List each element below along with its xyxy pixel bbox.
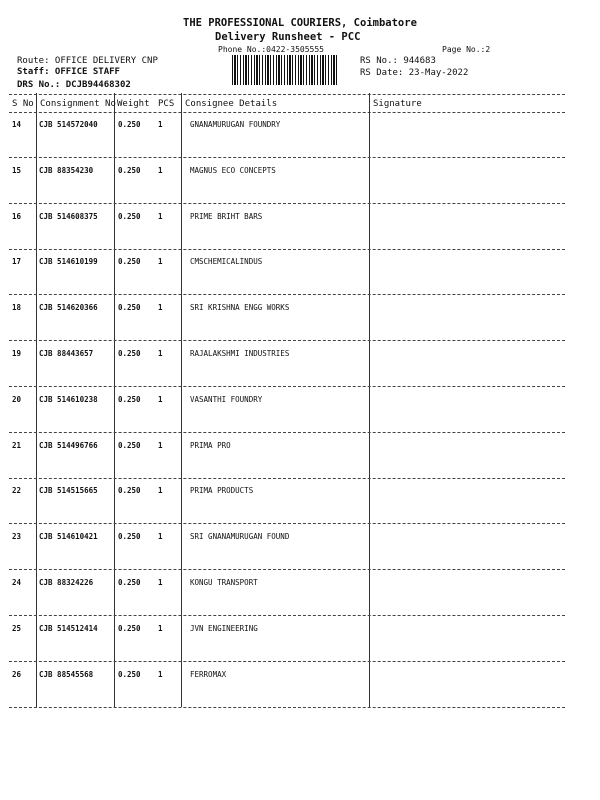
cell-weight: 0.250 — [118, 349, 141, 358]
col-header-pcs: PCS — [158, 99, 175, 109]
row-divider — [9, 707, 565, 708]
cell-consignment: CJB 514610199 — [39, 257, 98, 267]
cell-consignment: CJB 514572040 — [39, 120, 98, 129]
signature-cell[interactable] — [373, 349, 563, 379]
signature-cell[interactable] — [373, 395, 563, 425]
col-header-sno: S No — [12, 99, 34, 109]
cell-sno: 21 — [12, 440, 22, 450]
drs-number: DRS No.: DCJB94468302 — [17, 80, 131, 90]
row-divider — [9, 615, 565, 616]
cell-consignment: CJB 88443657 — [39, 349, 94, 358]
cell-weight: 0.250 — [118, 120, 141, 129]
cell-weight: 0.250 — [118, 165, 141, 175]
cell-sno: 22 — [12, 486, 22, 496]
table-row — [0, 349, 600, 395]
table-row — [0, 486, 600, 532]
col-header-consignee: Consignee Details — [185, 99, 278, 109]
cell-sno: 17 — [12, 257, 22, 267]
row-divider — [9, 478, 565, 479]
cell-consignee: RAJALAKSHMI INDUSTRIES — [190, 349, 290, 358]
rs-date: RS Date: 23-May-2022 — [360, 68, 469, 78]
cell-consignee: VASANTHI FOUNDRY — [190, 394, 263, 404]
staff: Staff: OFFICE STAFF — [17, 67, 120, 77]
document-title: Delivery Runsheet - PCC — [215, 31, 361, 43]
cell-consignee: SRI KRISHNA ENGG WORKS — [190, 303, 290, 313]
table-row — [0, 166, 600, 212]
cell-consignment: CJB 88545568 — [39, 669, 94, 679]
signature-cell[interactable] — [373, 532, 563, 562]
cell-weight: 0.250 — [118, 211, 141, 221]
cell-consignment: CJB 514610238 — [39, 394, 98, 404]
table-row — [0, 395, 600, 441]
table-row — [0, 441, 600, 487]
cell-consignment: CJB 514515665 — [39, 486, 98, 496]
row-divider — [9, 661, 565, 662]
cell-consignment: CJB 514620366 — [39, 303, 98, 313]
company-name: THE PROFESSIONAL COURIERS, Coimbatore — [183, 17, 417, 29]
cell-weight: 0.250 — [118, 257, 141, 267]
cell-pcs: 1 — [158, 211, 163, 221]
cell-consignee: MAGNUS ECO CONCEPTS — [190, 165, 276, 175]
table-row — [0, 120, 600, 166]
cell-consignee: CMSCHEMICALINDUS — [190, 257, 263, 267]
cell-pcs: 1 — [158, 440, 163, 450]
row-divider — [9, 294, 565, 295]
cell-pcs: 1 — [158, 349, 163, 358]
cell-sno: 19 — [12, 349, 22, 358]
route: Route: OFFICE DELIVERY CNP — [17, 56, 158, 66]
cell-pcs: 1 — [158, 120, 163, 129]
cell-consignee: PRIMA PRO — [190, 440, 231, 450]
cell-consignment: CJB 514610421 — [39, 532, 98, 542]
cell-consignment: CJB 514608375 — [39, 211, 98, 221]
cell-consignee: PRIME BRIHT BARS — [190, 211, 263, 221]
row-divider — [9, 432, 565, 433]
row-divider — [9, 386, 565, 387]
cell-pcs: 1 — [158, 623, 163, 633]
table-row — [0, 257, 600, 303]
cell-sno: 18 — [12, 303, 22, 313]
signature-cell[interactable] — [373, 120, 563, 150]
signature-cell[interactable] — [373, 166, 563, 196]
cell-sno: 26 — [12, 669, 22, 679]
table-row — [0, 532, 600, 578]
table-row — [0, 578, 600, 624]
col-header-consignment: Consignment No — [40, 99, 116, 109]
table-top-rule — [9, 94, 565, 95]
cell-sno: 23 — [12, 532, 22, 542]
row-divider — [9, 340, 565, 341]
signature-cell[interactable] — [373, 670, 563, 700]
row-divider — [9, 569, 565, 570]
cell-weight: 0.250 — [118, 669, 141, 679]
cell-consignment: CJB 88324226 — [39, 578, 94, 587]
cell-consignee: JVN ENGINEERING — [190, 623, 258, 633]
cell-weight: 0.250 — [118, 532, 141, 542]
phone-number: Phone No.:0422-3505555 — [218, 45, 324, 54]
table-row — [0, 624, 600, 670]
col-header-signature: Signature — [373, 99, 422, 109]
cell-sno: 25 — [12, 623, 22, 633]
cell-consignment: CJB 514512414 — [39, 623, 98, 633]
cell-sno: 16 — [12, 211, 22, 221]
row-divider — [9, 249, 565, 250]
cell-consignee: KONGU TRANSPORT — [190, 578, 258, 587]
header-bottom-rule — [9, 112, 565, 113]
cell-sno: 14 — [12, 120, 22, 129]
barcode-image — [232, 55, 338, 85]
cell-sno: 24 — [12, 578, 22, 587]
cell-weight: 0.250 — [118, 623, 141, 633]
rs-number: RS No.: 944683 — [360, 56, 436, 66]
col-header-weight: Weight — [117, 99, 150, 109]
table-row — [0, 212, 600, 258]
cell-pcs: 1 — [158, 578, 163, 587]
cell-pcs: 1 — [158, 165, 163, 175]
cell-pcs: 1 — [158, 486, 163, 496]
signature-cell[interactable] — [373, 303, 563, 333]
cell-consignee: FERROMAX — [190, 669, 227, 679]
cell-consignee: GNANAMURUGAN FOUNDRY — [190, 120, 281, 129]
cell-weight: 0.250 — [118, 303, 141, 313]
cell-pcs: 1 — [158, 303, 163, 313]
row-divider — [9, 523, 565, 524]
row-divider — [9, 203, 565, 204]
cell-pcs: 1 — [158, 669, 163, 679]
table-row — [0, 303, 600, 349]
cell-consignee: SRI GNANAMURUGAN FOUND — [190, 532, 290, 542]
cell-pcs: 1 — [158, 257, 163, 267]
table-row — [0, 670, 600, 716]
signature-cell[interactable] — [373, 486, 563, 516]
cell-consignment: CJB 88354230 — [39, 165, 94, 175]
signature-cell[interactable] — [373, 578, 563, 608]
cell-weight: 0.250 — [118, 578, 141, 587]
row-divider — [9, 157, 565, 158]
cell-weight: 0.250 — [118, 486, 141, 496]
cell-pcs: 1 — [158, 532, 163, 542]
cell-consignee: PRIMA PRODUCTS — [190, 486, 254, 496]
signature-cell[interactable] — [373, 624, 563, 654]
signature-cell[interactable] — [373, 212, 563, 242]
cell-sno: 15 — [12, 165, 22, 175]
cell-weight: 0.250 — [118, 440, 141, 450]
page-number: Page No.:2 — [442, 45, 491, 54]
cell-pcs: 1 — [158, 394, 163, 404]
signature-cell[interactable] — [373, 441, 563, 471]
signature-cell[interactable] — [373, 257, 563, 287]
cell-weight: 0.250 — [118, 394, 141, 404]
cell-sno: 20 — [12, 394, 22, 404]
cell-consignment: CJB 514496766 — [39, 440, 98, 450]
